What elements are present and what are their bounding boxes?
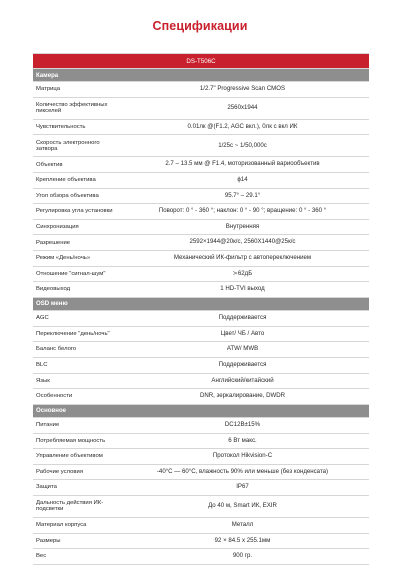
table-row (33, 311, 369, 327)
table-row (33, 282, 369, 298)
table-row (33, 534, 369, 550)
table-row (33, 465, 369, 481)
spec-label: Количество эффективных пикселей (36, 101, 108, 115)
table-row (33, 549, 369, 565)
table-row (33, 480, 369, 496)
spec-value: DNR, зеркалирование, DWDR (199, 392, 286, 400)
spec-value: -40°C — 60°C, влажность 90% или меньше (без конденсата) (156, 467, 329, 475)
table-row (33, 374, 369, 390)
spec-label: Рабочие условия (36, 468, 84, 475)
spec-label: Вес (36, 553, 47, 560)
spec-value: Протокол Hikvision-C (212, 452, 273, 460)
table-row (33, 496, 369, 518)
spec-label: AGC (36, 315, 49, 322)
spec-label: Угол обзора объектива (36, 192, 99, 199)
table-row (33, 251, 369, 267)
spec-label: Защита (36, 484, 57, 491)
table-row (33, 389, 369, 405)
section-header: Камера (33, 69, 369, 82)
table-row (33, 342, 369, 358)
spec-value: 2.7 – 13.5 мм @ F1.4, моторизованный вариообъектив (165, 160, 320, 168)
spec-value: 900 гр. (232, 552, 253, 560)
spec-label: Синхронизация (36, 223, 79, 230)
spec-label: Размеры (36, 537, 61, 544)
spec-value: 1/2.7" Progressive Scan CMOS (199, 85, 286, 93)
table-row (33, 449, 369, 465)
spec-value: Механический ИК-фильтр с автопереключением (173, 254, 312, 262)
spec-label: Особенности (36, 393, 73, 400)
spec-value: До 40 м, Smart ИК, EXIR (208, 502, 277, 510)
spec-value: 92 × 84.5 x 255.1мм (214, 536, 271, 544)
spec-label: Дальность действия ИК-подсветки (36, 500, 104, 513)
table-row (33, 434, 369, 450)
table-row (33, 518, 369, 534)
table-row (33, 189, 369, 205)
spec-value: Поддерживается (218, 360, 267, 368)
spec-label: Объектив (36, 161, 63, 168)
model-header-bar: DS-T506C (33, 54, 369, 69)
spec-value: 1/25с ~ 1/50,000с (218, 141, 267, 149)
spec-value: 1 HD-TVI выход (220, 285, 265, 293)
section-header: OSD меню (33, 298, 369, 311)
table-row (33, 220, 369, 236)
table-row (33, 418, 369, 434)
spec-value: 95.7° – 29.1° (224, 191, 261, 199)
table-row (33, 173, 369, 189)
spec-label: Питание (36, 422, 60, 429)
spec-label: Чувствительность (36, 123, 86, 130)
table-row (33, 267, 369, 283)
spec-label: Отношение "сигнал-шум" (36, 270, 106, 277)
spec-label: Материал корпуса (36, 522, 87, 529)
spec-value: ϕ14 (237, 176, 248, 184)
spec-value: Английский/китайский (211, 376, 274, 384)
spec-label: Баланс белого (36, 346, 77, 353)
spec-label: Язык (36, 377, 50, 384)
specifications-table (33, 53, 369, 565)
spec-value: DC12B±15% (224, 420, 261, 428)
table-row (33, 327, 369, 343)
spec-value: Поворот: 0 ° - 360 °; наклон: 0 ° - 90 °; вращение: 0 ° - 360 ° (158, 207, 327, 215)
spec-label: BLC (36, 362, 48, 368)
spec-label: Матрица (36, 86, 61, 93)
spec-value: ATW/ MWB (226, 345, 259, 353)
spec-label: Видеовыход (36, 286, 71, 293)
spec-label: Крепление объектива (36, 177, 96, 184)
spec-value: Поддерживается (218, 314, 267, 322)
table-row (33, 120, 369, 136)
spec-label: Потребляемая мощность (36, 437, 106, 444)
spec-label: Регулировка угла установки (36, 208, 113, 215)
table-row (33, 157, 369, 173)
page-title: Спецификации (152, 19, 248, 33)
spec-value: Цвет/ ЧБ / Авто (220, 329, 265, 337)
spec-value: IP67 (236, 483, 249, 491)
table-row (33, 235, 369, 251)
table-row (33, 204, 369, 220)
table-row (33, 135, 369, 157)
table-row (33, 98, 369, 120)
table-row (33, 358, 369, 374)
table-row (33, 82, 369, 98)
spec-label: Разрешение (36, 239, 71, 246)
spec-value: 2560x1944 (227, 104, 258, 112)
spec-label: Управление объективом (36, 453, 103, 460)
spec-value: 2592×1944@20к/с, 2560Х1440@25к/с (189, 238, 296, 246)
spec-value: ≻62дБ (232, 269, 253, 277)
spec-label: Режим «День/ночь» (36, 255, 91, 262)
section-header: Основное (33, 405, 369, 418)
spec-label: Переключение "день/ночь" (36, 330, 110, 337)
spec-value: Внутренняя (225, 222, 260, 230)
spec-value: 6 Вт макс. (228, 436, 257, 444)
spec-value: Металл (231, 520, 254, 528)
spec-value: 0.01лк @(F1.2, AGC вкл.), 0лк с вкл ИК (187, 122, 298, 130)
spec-label: Скорость электронного затвора (36, 139, 100, 152)
